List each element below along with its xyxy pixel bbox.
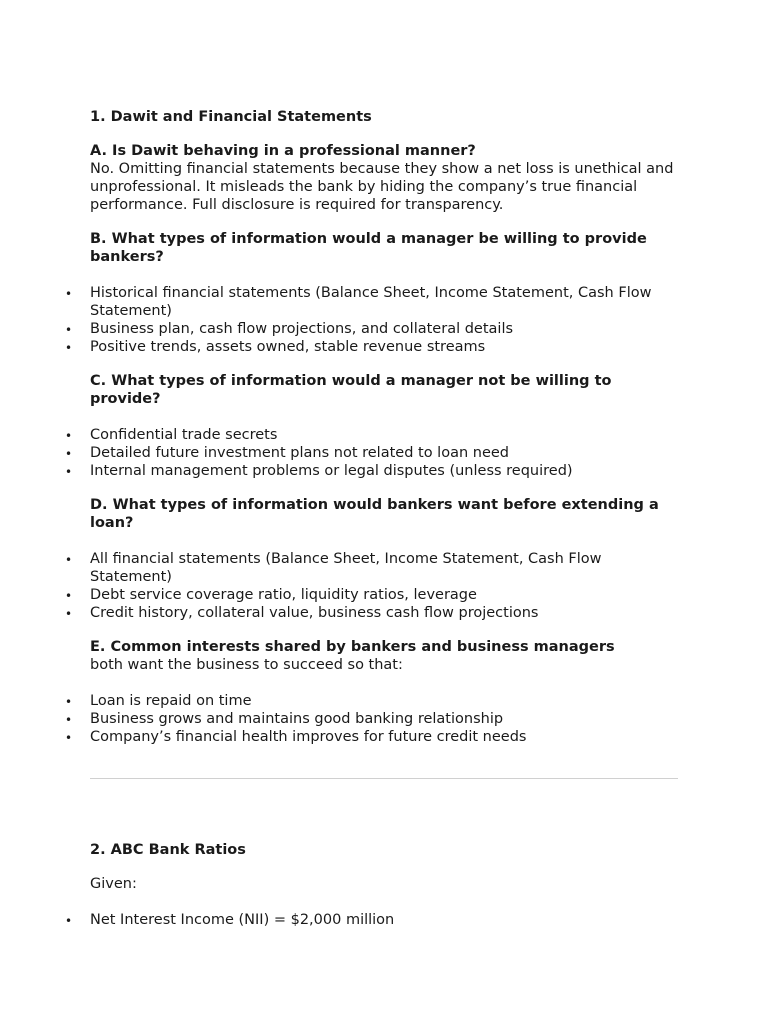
- section-2-title: 2. ABC Bank Ratios: [90, 842, 246, 858]
- question-b-list: [90, 284, 680, 356]
- given-list: [90, 911, 680, 929]
- list-item: • Credit history, collateral value, business cash flow projections: [90, 604, 680, 622]
- list-item: • Net Interest Income (NII) = $2,000 million: [90, 911, 680, 929]
- question-e-heading: E. Common interests shared by bankers and business managers: [90, 639, 615, 655]
- list-item: • Loan is repaid on time: [90, 692, 680, 710]
- question-c-heading: C. What types of information would a manager not be willing to provide?: [90, 373, 612, 407]
- list-item: • Positive trends, assets owned, stable revenue streams: [90, 338, 680, 356]
- document-content: [90, 108, 680, 929]
- list-item: • All financial statements (Balance Sheet, Income Statement, Cash Flow Statement): [90, 550, 680, 586]
- list-item: • Detailed future investment plans not related to loan need: [90, 444, 680, 462]
- section-1-title: 1. Dawit and Financial Statements: [90, 109, 372, 125]
- given-label: Given:: [90, 876, 137, 892]
- list-item: • Debt service coverage ratio, liquidity ratios, leverage: [90, 586, 680, 604]
- question-a-answer: No. Omitting financial statements because they show a net loss is unethical and unprofessional. It misleads the bank by hiding the company’s true financial performance. Full disclosure is required for transparency.: [90, 161, 674, 213]
- list-item: • Business plan, cash flow projections, and collateral details: [90, 320, 680, 338]
- question-b-heading: B. What types of information would a manager be willing to provide bankers?: [90, 231, 647, 265]
- question-a-heading: A. Is Dawit behaving in a professional manner?: [90, 143, 476, 159]
- list-item: • Internal management problems or legal disputes (unless required): [90, 462, 680, 480]
- list-item: • Company’s financial health improves for future credit needs: [90, 728, 680, 746]
- question-c-list: [90, 426, 680, 480]
- list-item: • Confidential trade secrets: [90, 426, 680, 444]
- question-d-list: [90, 550, 680, 622]
- question-d-heading: D. What types of information would bankers want before extending a loan?: [90, 497, 659, 531]
- question-e-list: [90, 692, 680, 746]
- list-item: • Business grows and maintains good banking relationship: [90, 710, 680, 728]
- list-item: • Historical financial statements (Balance Sheet, Income Statement, Cash Flow Statement): [90, 284, 680, 320]
- question-e-intro: both want the business to succeed so that:: [90, 657, 403, 673]
